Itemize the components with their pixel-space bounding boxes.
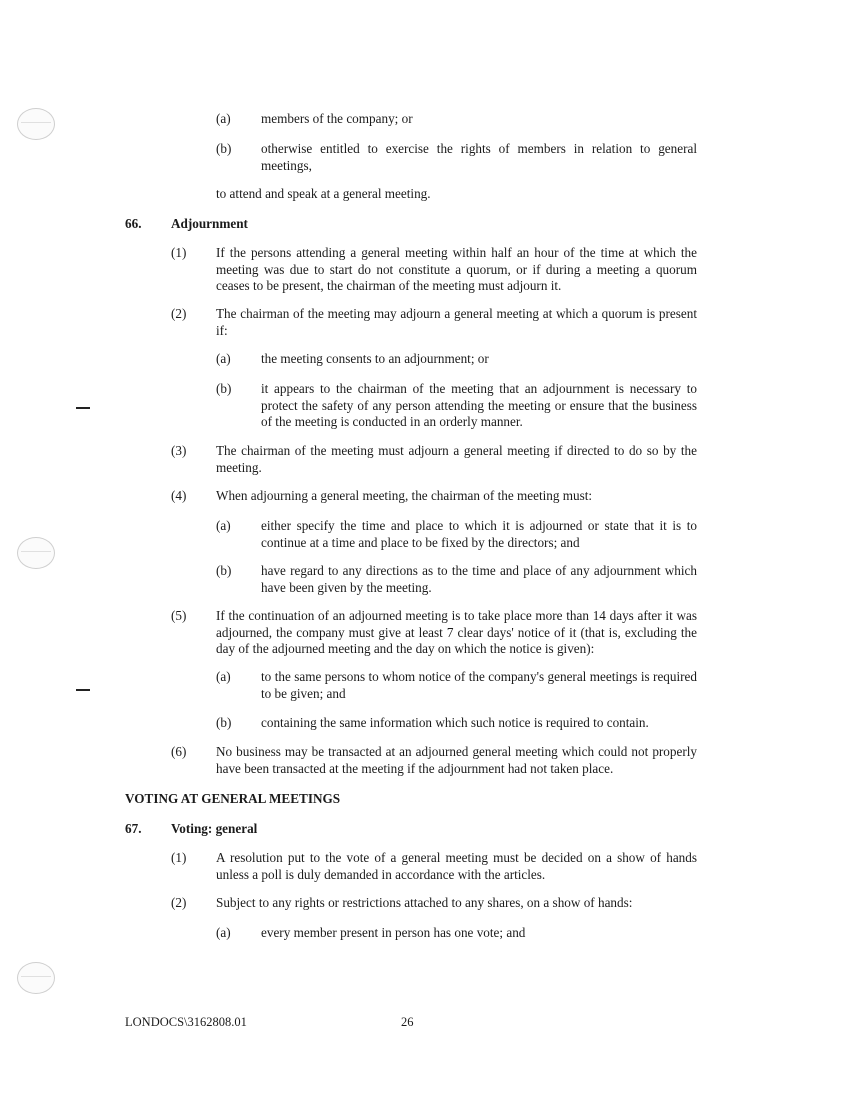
item-label: (b) xyxy=(216,141,232,156)
clause-text: A resolution put to the vote of a general meeting must be decided on a show of hands unless a poll is duly demanded in accordance with the articles. xyxy=(216,850,697,882)
clause-text: No business may be transacted at an adjourned general meeting which could not properly have been transacted at the meeting if the adjournment had not taken place. xyxy=(216,744,697,776)
subclause-label: (b) xyxy=(216,715,232,730)
subclause-text: to the same persons to whom notice of the company's general meetings is required to be given; and xyxy=(261,669,697,701)
item-label: (a) xyxy=(216,111,231,126)
clause-text: Subject to any rights or restrictions attached to any shares, on a show of hands: xyxy=(216,895,633,910)
clause-label: (1) xyxy=(171,245,187,260)
article-number: 67. xyxy=(125,821,142,836)
scan-mark xyxy=(76,407,90,409)
clause-label: (2) xyxy=(171,306,187,321)
subclause-label: (b) xyxy=(216,381,232,396)
clause-text: If the persons attending a general meeting within half an hour of the time at which the meeting was due to start do not constitute a quorum, or if during a meeting a quorum ceases to be present, the chairman of the meeting must adjourn it. xyxy=(216,245,697,293)
article-heading: Adjournment xyxy=(171,216,248,231)
subclause-label: (a) xyxy=(216,925,231,940)
item-text: members of the company; or xyxy=(261,111,413,126)
clause-label: (1) xyxy=(171,850,187,865)
punch-hole-bottom xyxy=(17,962,55,994)
clause-text: The chairman of the meeting must adjourn a general meeting if directed to do so by the meeting. xyxy=(216,443,697,475)
subclause-text: it appears to the chairman of the meeting that an adjournment is necessary to protect the safety of any person attending the meeting or ensure that the business of the meeting is conducted in an orderly manner. xyxy=(261,381,697,429)
section-heading: VOTING AT GENERAL MEETINGS xyxy=(125,791,341,806)
subclause-text: have regard to any directions as to the time and place of any adjournment which have been given by the meeting. xyxy=(261,563,697,595)
subclause-label: (a) xyxy=(216,518,231,533)
subclause-label: (a) xyxy=(216,669,231,684)
subclause-text: containing the same information which such notice is required to contain. xyxy=(261,715,649,730)
clause-label: (5) xyxy=(171,608,187,623)
article-heading: Voting: general xyxy=(171,821,258,836)
paragraph-tail: to attend and speak at a general meeting. xyxy=(216,186,431,201)
clause-label: (3) xyxy=(171,443,187,458)
clause-text: When adjourning a general meeting, the chairman of the meeting must: xyxy=(216,488,593,503)
subclause-text: the meeting consents to an adjournment; or xyxy=(261,351,489,366)
article-number: 66. xyxy=(125,216,142,231)
item-text: otherwise entitled to exercise the rights of members in relation to general meetings, xyxy=(261,141,697,173)
subclause-text: either specify the time and place to which it is adjourned or state that it is to continue at a time and place to be fixed by the directors; and xyxy=(261,518,697,550)
clause-text: If the continuation of an adjourned meeting is to take place more than 14 days after it was adjourned, the company must give at least 7 clear days' notice of it (that is, excluding the day of the adjourned meeting and the day on which the notice is given): xyxy=(216,608,697,656)
subclause-label: (a) xyxy=(216,351,231,366)
clause-label: (4) xyxy=(171,488,187,503)
scan-mark xyxy=(76,689,90,691)
footer-doc-ref: LONDOCS\3162808.01 xyxy=(125,1015,247,1029)
clause-label: (2) xyxy=(171,895,187,910)
page-number: 26 xyxy=(401,1015,414,1029)
clause-text: The chairman of the meeting may adjourn a general meeting at which a quorum is present if: xyxy=(216,306,697,338)
clause-label: (6) xyxy=(171,744,187,759)
punch-hole-top xyxy=(17,108,55,140)
subclause-label: (b) xyxy=(216,563,232,578)
subclause-text: every member present in person has one vote; and xyxy=(261,925,526,940)
punch-hole-middle xyxy=(17,537,55,569)
